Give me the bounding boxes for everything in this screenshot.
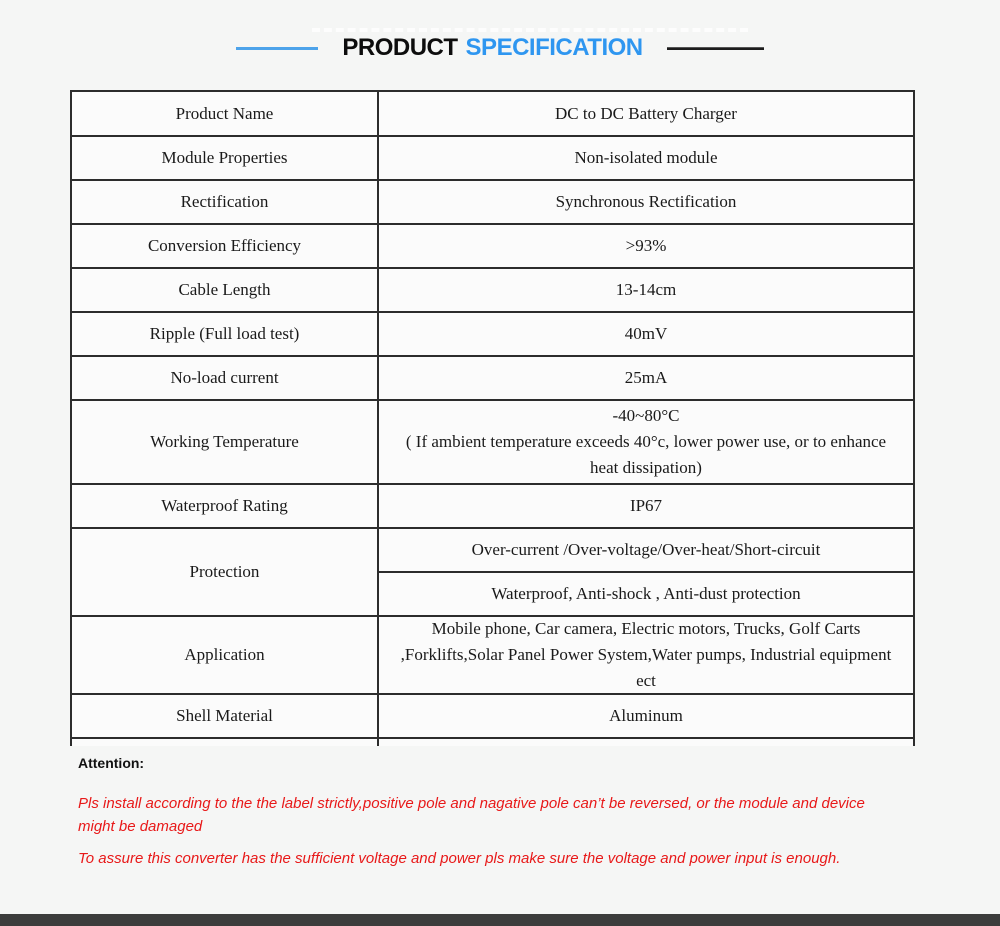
spec-value: Aluminum: [609, 706, 683, 725]
spec-label: Conversion Efficiency: [72, 225, 379, 267]
spec-value: Synchronous Rectification: [555, 192, 737, 211]
title-left-rule: [236, 47, 318, 50]
protection-values: [379, 529, 913, 615]
table-row-no-load-current: [72, 357, 913, 401]
spec-table: [70, 90, 915, 746]
spec-value: [379, 401, 913, 483]
attention-heading: Attention:: [78, 755, 145, 771]
table-row-ripple: [72, 313, 913, 357]
spec-value: 13-14cm: [615, 280, 677, 299]
spec-label: Protection: [72, 529, 379, 615]
spec-label: No-load current: [72, 357, 379, 399]
spec-label: Cable Length: [72, 269, 379, 311]
truncated-label-cell: [72, 739, 379, 746]
truncated-value-cell: [379, 739, 913, 746]
title-right-rule: [667, 47, 764, 50]
table-row-conversion-efficiency: [72, 225, 913, 269]
spec-value: Non-isolated module: [574, 148, 718, 167]
table-row-working-temperature: [72, 401, 913, 485]
bottom-bar: [0, 914, 1000, 926]
table-row-cable-length: [72, 269, 913, 313]
attention-section: [78, 755, 884, 870]
spec-label: Rectification: [72, 181, 379, 223]
spec-label: Working Temperature: [72, 401, 379, 483]
spec-label: Shell Material: [72, 695, 379, 737]
temperature-note: ( If ambient temperature exceeds 40°c, lower power use, or to enhance heat dissipation): [405, 432, 887, 477]
table-row-waterproof-rating: [72, 485, 913, 529]
spec-value: 25mA: [624, 368, 668, 387]
table-row-protection: [72, 529, 913, 617]
spec-label: Product Name: [72, 92, 379, 135]
spec-label: Application: [72, 617, 379, 693]
section-header: [0, 30, 1000, 66]
warning-polarity: Pls install according to the the label strictly,positive pole and nagative pole can’t be reversed, or the module and device might be damaged: [78, 795, 865, 835]
spec-value: Over-current /Over-voltage/Over-heat/Short-circuit: [379, 529, 913, 573]
spec-value: DC to DC Battery Charger: [555, 103, 737, 123]
page-title-specification: SPECIFICATION: [465, 34, 643, 61]
spec-value: 40mV: [624, 324, 668, 343]
spec-label: Ripple (Full load test): [72, 313, 379, 355]
spec-label: Waterproof Rating: [72, 485, 379, 527]
spec-value: IP67: [629, 496, 663, 515]
temperature-range: -40~80°C: [612, 406, 680, 425]
table-row-application: [72, 617, 913, 695]
warning-voltage: To assure this converter has the sufficient voltage and power pls make sure the voltage and power input is enough.: [78, 850, 841, 867]
table-row-rectification: [72, 181, 913, 225]
table-row-truncated: [72, 739, 913, 746]
table-row-module-properties: [72, 137, 913, 181]
page-title: [342, 34, 642, 62]
table-row-shell-material: [72, 695, 913, 739]
table-row-product-name: [72, 92, 913, 137]
spec-value: Waterproof, Anti-shock , Anti-dust protection: [491, 584, 801, 603]
spec-label: Module Properties: [72, 137, 379, 179]
spec-value: Mobile phone, Car camera, Electric motors, Trucks, Golf Carts ,Forklifts,Solar Panel Power System,Water pumps, Industrial equipment ect: [400, 619, 892, 690]
page-title-product: PRODUCT: [342, 34, 458, 61]
spec-value: >93%: [625, 236, 667, 255]
